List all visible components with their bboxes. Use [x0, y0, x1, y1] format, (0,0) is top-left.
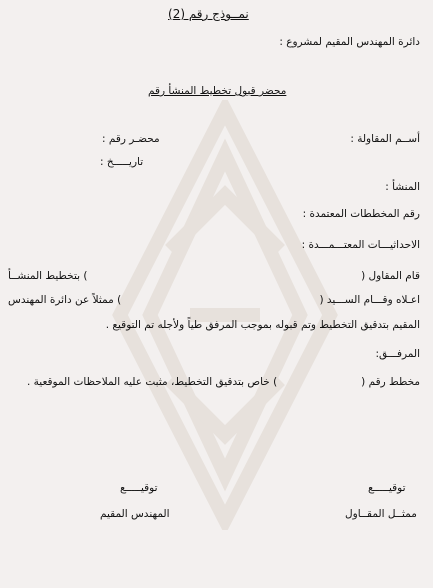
attachment-label: المرفـــق:: [375, 348, 420, 360]
signature-left-title: توقيـــــع: [120, 482, 158, 494]
attachment-left: ) خاص بتدقيق التخطيط، مثبت عليه الملاحظات الموقعية .: [27, 376, 278, 388]
signature-right-title: توقيـــــع: [368, 482, 406, 494]
date-label: تاريـــــخ :: [100, 156, 144, 168]
signature-left-name: المهندس المقيم: [100, 508, 170, 520]
contractor-line-left: ) بتخطيط المنشــأ: [8, 270, 88, 282]
signature-right-name: ممثــل المقــاول: [345, 508, 417, 520]
form-title: محضر قبول تخطيط المنشأ رقم: [148, 85, 287, 97]
approved-plans-number-label: رقم المخططات المعتمدة :: [302, 208, 420, 220]
inspection-line-right: اعـلاه وقـــام الســـيد (: [319, 294, 420, 306]
resident-engineer-department: دائرة المهندس المقيم لمشروع :: [279, 36, 420, 48]
facility-label: المنشأ :: [385, 181, 420, 193]
record-number-label: محضـر رقم :: [102, 133, 160, 145]
contractor-name-label: أســم المقاولة :: [350, 133, 420, 145]
calligraphy-watermark: [110, 100, 340, 530]
attachment-right: مخطط رقم (: [361, 376, 420, 388]
form-number: نمــوذج رقم (2): [168, 7, 249, 21]
approved-coordinates-label: الاحداثيـــات المعتـــمـــدة :: [301, 239, 420, 251]
contractor-line-right: قام المقاول (: [361, 270, 420, 282]
inspection-line-left: ) ممثلاً عن دائرة المهندس: [8, 294, 122, 306]
resident-verification-text: المقيم بتدقيق التخطيط وتم قبوله بموجب المرفق طياً ولأجله تم التوقيع .: [105, 319, 420, 331]
